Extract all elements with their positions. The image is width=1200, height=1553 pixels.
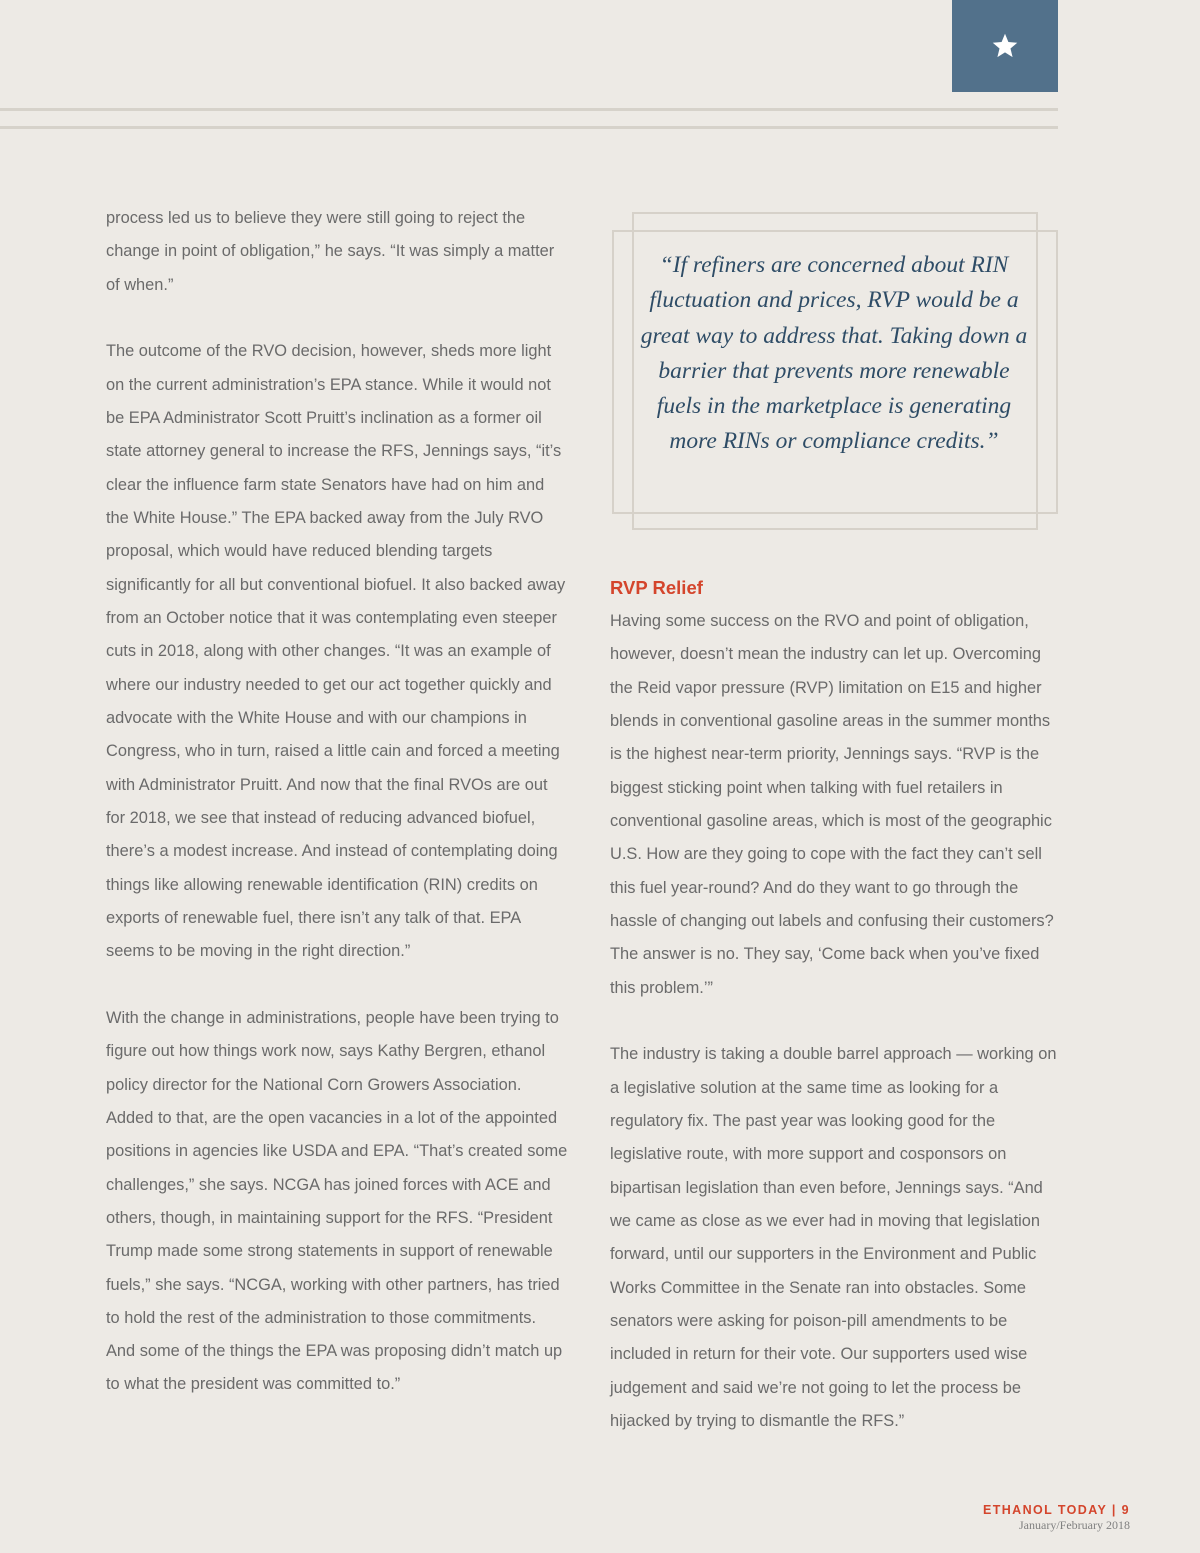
pull-quote: “If refiners are concerned about RIN fluctuation and prices, RVP would be a great way to address that. Taking down a barrier that prevents more renewable fuels in the marketplace is generating more RINs or compliance credits.”: [640, 252, 1028, 455]
star-icon: [991, 32, 1019, 60]
publication-page-number: ETHANOL TODAY | 9: [982, 1503, 1130, 1517]
header-tab: [952, 0, 1058, 92]
right-column: [610, 605, 1062, 1438]
header-rule-bottom: [0, 126, 1058, 129]
body-paragraph: Having some success on the RVO and point of obligation, however, doesn’t mean the industry can let up. Overcoming the Reid vapor pressure (RVP) limitation on E15 and higher blends in conventional gasoline areas in the summer months is the highest near-term priority, Jennings says. “RVP is the biggest sticking point when talking with fuel retailers in conventional gasoline areas, which is most of the geographic U.S. How are they going to cope with the fact they can’t sell this fuel year-round? And do they want to go through the hassle of changing out labels and confusing their customers? The answer is no. They say, ‘Come back when you’ve fixed this problem.’”: [610, 612, 1054, 997]
body-paragraph: With the change in administrations, people have been trying to figure out how things work now, says Kathy Bergren, ethanol policy director for the National Corn Growers Association. Added to that, are the open vacancies in a lot of the appointed positions in agencies like USDA and EPA. “That’s created some challenges,” she says. NCGA has joined forces with ACE and others, though, in maintaining support for the RFS. “President Trump made some strong statements in support of renewable fuels,” she says. “NCGA, working with other partners, has tried to hold the rest of the administration to those commitments. And some of the things the EPA was proposing didn’t match up to what the president was committed to.”: [106, 1008, 568, 1394]
header-rule-top: [0, 108, 1058, 111]
section-heading: RVP Relief: [610, 577, 703, 598]
body-paragraph: process led us to believe they were still going to reject the change in point of obligation,” he says. “It was simply a matter of when.”: [106, 209, 555, 294]
issue-date: January/February 2018: [1019, 1518, 1130, 1532]
left-column: [106, 202, 568, 1402]
body-paragraph: The outcome of the RVO decision, however, sheds more light on the current administration’s EPA stance. While it would not be EPA Administrator Scott Pruitt’s inclination as a former oil state attorney general to increase the RFS, Jennings says, “it’s clear the influence farm state Senators have had on him and the White House.” The EPA backed away from the July RVO proposal, which would have reduced blending targets significantly for all but conventional biofuel. It also backed away from an October notice that it was contemplating even steeper cuts in 2018, along with other changes. “It was an example of where our industry needed to get our act together quickly and advocate with the White House and with our champions in Congress, who in turn, raised a little cain and forced a meeting with Administrator Pruitt. And now that the final RVOs are out for 2018, we see that instead of reducing advanced biofuel, there’s a modest increase. And instead of contemplating doing things like allowing renewable identification (RIN) credits on exports of renewable fuel, there isn’t any talk of that. EPA seems to be moving in the right direction.”: [106, 342, 566, 961]
body-paragraph: The industry is taking a double barrel approach — working on a legislative solution at the same time as looking for a regulatory fix. The past year was looking good for the legislative route, with more support and cosponsors on bipartisan legislation than even before, Jennings says. “And we came as close as we ever had in moving that legislation forward, until our supporters in the Environment and Public Works Committee in the Senate ran into obstacles. Some senators were asking for poison-pill amendments to be included in return for their vote. Our supporters used wise judgement and said we’re not going to let the process be hijacked by trying to dismantle the RFS.”: [610, 1045, 1057, 1430]
page-footer: [983, 1502, 1130, 1532]
